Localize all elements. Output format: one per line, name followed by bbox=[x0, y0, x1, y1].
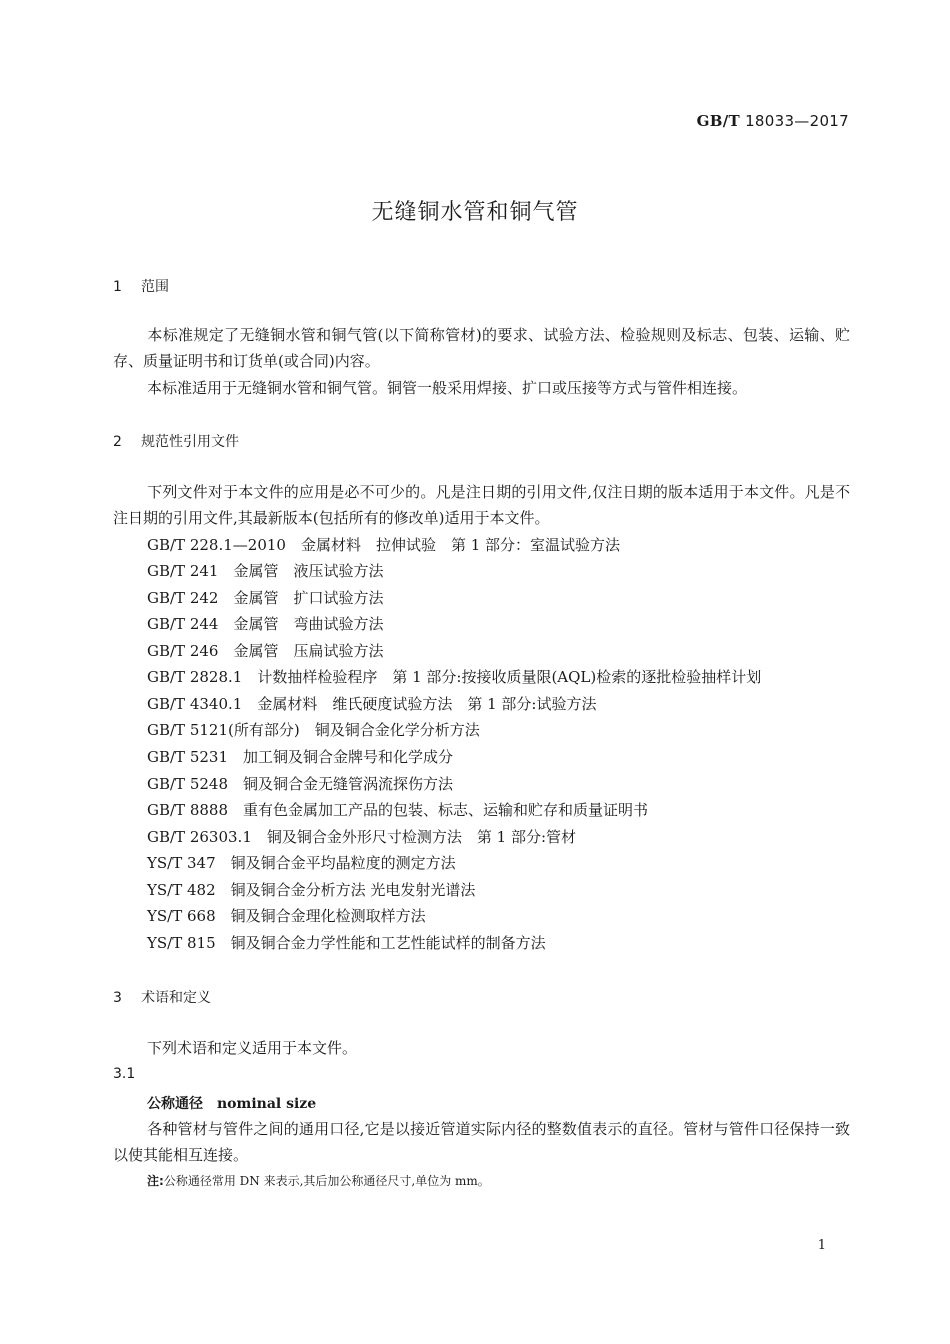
paragraph-text: 本标准适用于无缝铜水管和铜气管。铜管一般采用焊接、扩口或压接等方式与管件相连接。 bbox=[147, 379, 748, 397]
section-title: 范围 bbox=[141, 279, 169, 295]
term-chinese: 公称通径 bbox=[147, 1096, 203, 1112]
section-1-paragraph-2 bbox=[113, 375, 850, 401]
section-number: 3 bbox=[113, 990, 122, 1006]
reference-item: GB/T 8888 重有色金属加工产品的包装、标志、运输和贮存和质量证明书 bbox=[147, 801, 649, 819]
term-definition bbox=[113, 1116, 850, 1168]
section-3-heading bbox=[113, 987, 211, 1007]
reference-item: YS/T 347 铜及铜合金平均晶粒度的测定方法 bbox=[147, 854, 456, 872]
section-title: 术语和定义 bbox=[141, 990, 211, 1006]
reference-item: YS/T 815 铜及铜合金力学性能和工艺性能试样的制备方法 bbox=[147, 934, 546, 952]
section-3-paragraph-1 bbox=[113, 1035, 850, 1061]
section-2-heading bbox=[113, 431, 239, 451]
reference-item: GB/T 5231 加工铜及铜合金牌号和化学成分 bbox=[147, 748, 454, 766]
standard-prefix: GB/T bbox=[696, 112, 741, 130]
reference-item: GB/T 4340.1 金属材料 维氏硬度试验方法 第 1 部分:试验方法 bbox=[147, 695, 597, 713]
note-text: 公称通径常用 DN 来表示,其后加公称通径尺寸,单位为 mm。 bbox=[163, 1174, 490, 1188]
section-number: 2 bbox=[113, 434, 122, 450]
section-1-heading bbox=[113, 276, 169, 296]
term-entry bbox=[147, 1093, 316, 1113]
section-2-paragraph-1 bbox=[113, 479, 850, 531]
note bbox=[147, 1172, 490, 1189]
paragraph-text: 下列术语和定义适用于本文件。 bbox=[147, 1039, 358, 1057]
standard-number bbox=[697, 112, 849, 130]
page-number: 1 bbox=[817, 1238, 826, 1253]
reference-item: GB/T 2828.1 计数抽样检验程序 第 1 部分:按接收质量限(AQL)检索的逐批检验抽样计划 bbox=[147, 668, 762, 686]
reference-item: GB/T 5121(所有部分) 铜及铜合金化学分析方法 bbox=[147, 721, 480, 739]
section-1-paragraph-1 bbox=[113, 322, 850, 374]
paragraph-text: 各种管材与管件之间的通用口径,它是以接近管道实际内径的整数值表示的直径。管材与管件口径保持一致以使其能相互连接。 bbox=[113, 1120, 850, 1164]
paragraph-text: 本标准规定了无缝铜水管和铜气管(以下简称管材)的要求、试验方法、检验规则及标志、包装、运输、贮存、质量证明书和订货单(或合同)内容。 bbox=[113, 326, 850, 370]
reference-item: GB/T 244 金属管 弯曲试验方法 bbox=[147, 615, 384, 633]
note-label: 注: bbox=[147, 1174, 164, 1188]
reference-item: YS/T 668 铜及铜合金理化检测取样方法 bbox=[147, 907, 426, 925]
paragraph-text: 下列文件对于本文件的应用是必不可少的。凡是注日期的引用文件,仅注日期的版本适用于本文件。凡是不注日期的引用文件,其最新版本(包括所有的修改单)适用于本文件。 bbox=[113, 483, 850, 527]
reference-item: GB/T 241 金属管 液压试验方法 bbox=[147, 562, 384, 580]
reference-item: YS/T 482 铜及铜合金分析方法 光电发射光谱法 bbox=[147, 881, 476, 899]
subclause-number: 3.1 bbox=[113, 1066, 136, 1082]
section-title: 规范性引用文件 bbox=[141, 434, 239, 450]
standard-number-value: 18033—2017 bbox=[745, 112, 849, 130]
section-number: 1 bbox=[113, 279, 122, 295]
reference-item: GB/T 242 金属管 扩口试验方法 bbox=[147, 589, 384, 607]
reference-item: GB/T 5248 铜及铜合金无缝管涡流探伤方法 bbox=[147, 775, 454, 793]
document-title: 无缝铜水管和铜气管 bbox=[371, 200, 579, 225]
reference-item: GB/T 246 金属管 压扁试验方法 bbox=[147, 642, 384, 660]
reference-item: GB/T 228.1—2010 金属材料 拉伸试验 第 1 部分：室温试验方法 bbox=[147, 536, 621, 554]
reference-item: GB/T 26303.1 铜及铜合金外形尺寸检测方法 第 1 部分:管材 bbox=[147, 828, 576, 846]
term-english: nominal size bbox=[217, 1096, 317, 1112]
